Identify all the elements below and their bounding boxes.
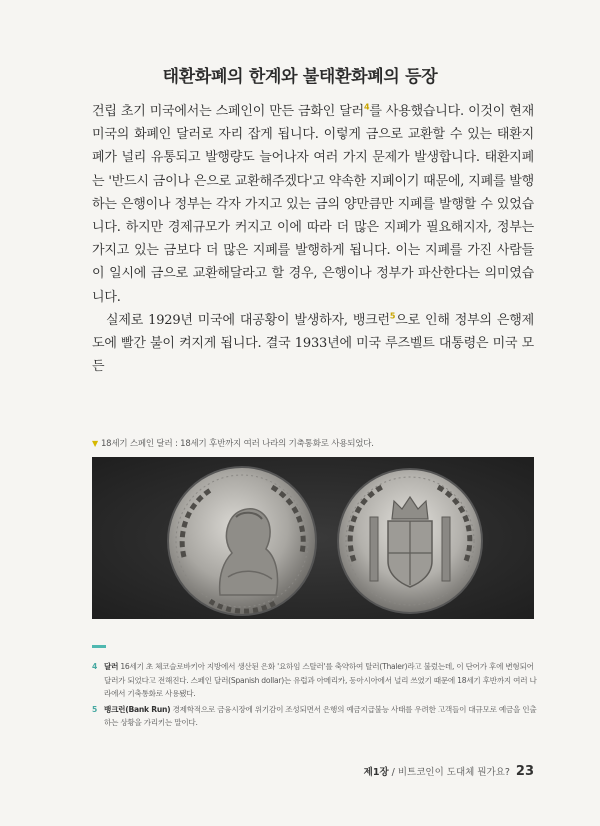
footnote-divider: [92, 645, 106, 648]
coin-illustration: [92, 457, 534, 619]
footnote-term: 달러: [104, 662, 119, 671]
page-footer: [364, 764, 534, 779]
footnotes: [92, 660, 538, 732]
paragraph-1-part-2: 를 사용했습니다. 이것이 현재 미국의 화폐인 달러로 자리 잡게 됩니다. 이렇게 금으로 교환할 수 있는 태환지폐가 널리 유통되고 발행량도 늘어나자 여러 가지 문제가 발생합니다. 태환지폐는 '반드시 금이나 은으로 교환해주겠다'고 약속한 지폐이기 때문에, 지폐를 발행하는 은행이나 정부는 각자 가지고 있는 금의 양만큼만 지폐를 발행할 수 있었습니다. 하지만 경제규모가 커지고 이에 따라 더 많은 지폐가 필요해지자, 정부는 가지고 있는 금보다 더 많은 지폐를 발행하게 됩니다. 이는 지폐를 가진 사람들이 일시에 금으로 교환해달라고 할 경우, 은행이나 정부가 파산한다는 의미였습니다.: [92, 104, 534, 305]
footnote-term: 뱅크런(Bank Run): [104, 704, 171, 714]
footnote-ref-5: 5: [389, 311, 396, 321]
section-heading: 태환화폐의 한계와 불태환화폐의 등장: [162, 67, 438, 87]
paragraph-2: [92, 309, 534, 379]
footnote-number: 4: [92, 662, 98, 671]
paragraph-1-part-1: 건립 초기 미국에서는 스페인이 만든 금화인 달러: [92, 104, 364, 119]
footnote-text: 16세기 초 체코슬로바키아 지방에서 생산된 은화 '요하임 스탈러'를 축약하여 탈러(Thaler)라고 불렀는데, 이 단어가 후에 변형되어 달러가 되었다고 전해진다. 스페인 달러(Spanish dollar)는 유럽과 아메리카, 동아시아에서 널리 쓰였기 때문에 18세기 후반까지 여러 나라에서 기축통화로 사용됐다.: [104, 662, 537, 699]
footnote-ref-4: 4: [363, 102, 370, 112]
footer-chapter: 제1장: [363, 767, 389, 778]
footnote-text: 경제학적으로 금융시장에 위기감이 조성되면서 은행의 예금지급불능 사태를 우려한 고객들이 대규모로 예금을 인출하는 상황을 가리키는 말이다.: [104, 704, 537, 728]
footnote-4: [92, 660, 538, 701]
footer-separator: /: [388, 767, 398, 778]
caption-text: 18세기 스페인 달러 : 18세기 후반까지 여러 나라의 기축통화로 사용되었다.: [100, 439, 374, 449]
coin-reverse: [338, 469, 482, 613]
coin-photo: [92, 457, 534, 619]
footnote-number: 5: [92, 704, 98, 714]
paragraph-2-part-2: 으로 인해 정부의 은행제도에 빨간 불이 켜지게 됩니다. 결국 1933년에 미국 루즈벨트 대통령은 미국 모든: [92, 312, 534, 375]
page-number: 23: [515, 764, 534, 779]
coin-obverse: [168, 467, 316, 615]
footer-title: 비트코인이 도대체 뭔가요?: [397, 767, 510, 778]
paragraph-1: [92, 100, 534, 309]
paragraph-2-part-1: 실제로 1929년 미국에 대공황이 발생하자, 뱅크런: [106, 312, 390, 328]
photo-caption: [92, 437, 532, 449]
footnote-5: [92, 703, 538, 730]
caption-triangle-icon: ▼: [92, 439, 98, 448]
body-text: [92, 100, 534, 378]
